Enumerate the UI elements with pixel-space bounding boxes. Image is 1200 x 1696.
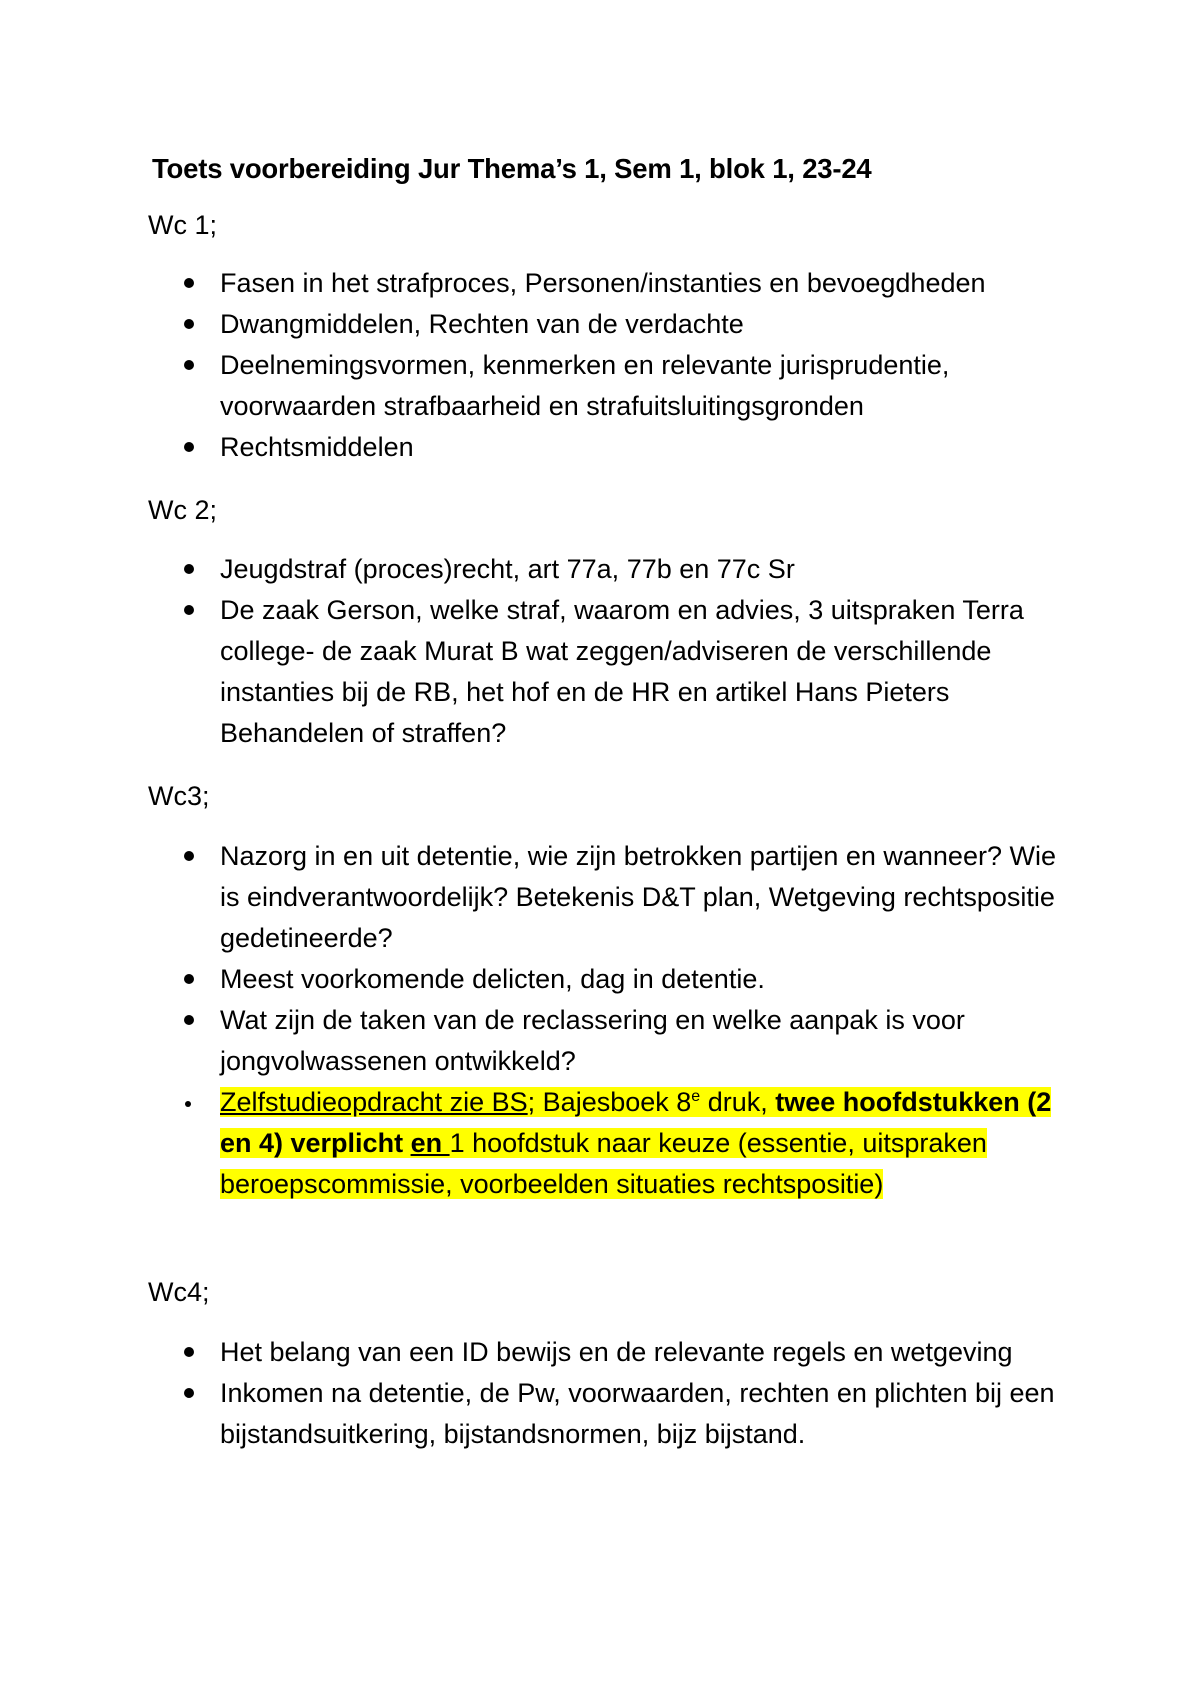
wc3-list — [0, 836, 1200, 1205]
bullet-icon — [184, 1015, 194, 1025]
section-heading-wc1: Wc 1; — [148, 210, 218, 240]
bullet-icon — [184, 278, 194, 288]
bullet-icon — [184, 605, 194, 615]
bullet-icon — [184, 360, 194, 370]
wc1-list — [0, 263, 1200, 468]
list-item: Fasen in het strafproces, Personen/instanties en bevoegdheden — [0, 263, 1080, 304]
section-heading-wc3: Wc3; — [148, 781, 210, 811]
list-item: De zaak Gerson, welke straf, waarom en advies, 3 uitspraken Terra college- de zaak Murat B wat zeggen/adviseren de verschillende instanties bij de RB, het hof en de HR en artikel Hans Pieters Behandelen of straffen? — [0, 590, 1080, 754]
bullet-icon — [184, 1347, 194, 1357]
section-heading-wc2: Wc 2; — [148, 495, 218, 525]
list-item: Rechtsmiddelen — [0, 427, 1080, 468]
list-item: Nazorg in en uit detentie, wie zijn betrokken partijen en wanneer? Wie is eindverantwoordelijk? Betekenis D&T plan, Wetgeving rechtspositie gedetineerde? — [0, 836, 1080, 959]
bullet-icon — [184, 442, 194, 452]
list-item: Wat zijn de taken van de reclassering en welke aanpak is voor jongvolwassenen ontwikkeld? — [0, 1000, 1080, 1082]
bullet-icon — [184, 974, 194, 984]
wc4-list — [0, 1332, 1200, 1455]
list-item: Jeugdstraf (proces)recht, art 77a, 77b en 77c Sr — [0, 549, 1080, 590]
wc2-list — [0, 549, 1200, 754]
section-heading-wc4: Wc4; — [148, 1277, 210, 1307]
highlighted-text: Zelfstudieopdracht zie BS; Bajesboek 8e druk, twee hoofdstukken (2 en 4) verplicht en 1 hoofdstuk naar keuze (essentie, uitspraken beroepscommissie, voorbeelden situaties rechtspositie) — [220, 1087, 1052, 1199]
bullet-icon — [184, 564, 194, 574]
list-item: Dwangmiddelen, Rechten van de verdachte — [0, 304, 1080, 345]
bullet-icon — [184, 1388, 194, 1398]
list-item: Deelnemingsvormen, kenmerken en relevante jurisprudentie, voorwaarden strafbaarheid en strafuitsluitingsgronden — [0, 345, 1080, 427]
bullet-icon — [185, 1101, 191, 1107]
list-item: Het belang van een ID bewijs en de relevante regels en wetgeving — [0, 1332, 1080, 1373]
list-item-highlighted — [0, 1082, 1080, 1205]
bullet-icon — [184, 851, 194, 861]
bullet-icon — [184, 319, 194, 329]
list-item: Inkomen na detentie, de Pw, voorwaarden, rechten en plichten bij een bijstandsuitkering, bijstandsnormen, bijz bijstand. — [0, 1373, 1080, 1455]
document-title: Toets voorbereiding Jur Thema’s 1, Sem 1, blok 1, 23-24 — [152, 153, 872, 184]
list-item: Meest voorkomende delicten, dag in detentie. — [0, 959, 1080, 1000]
